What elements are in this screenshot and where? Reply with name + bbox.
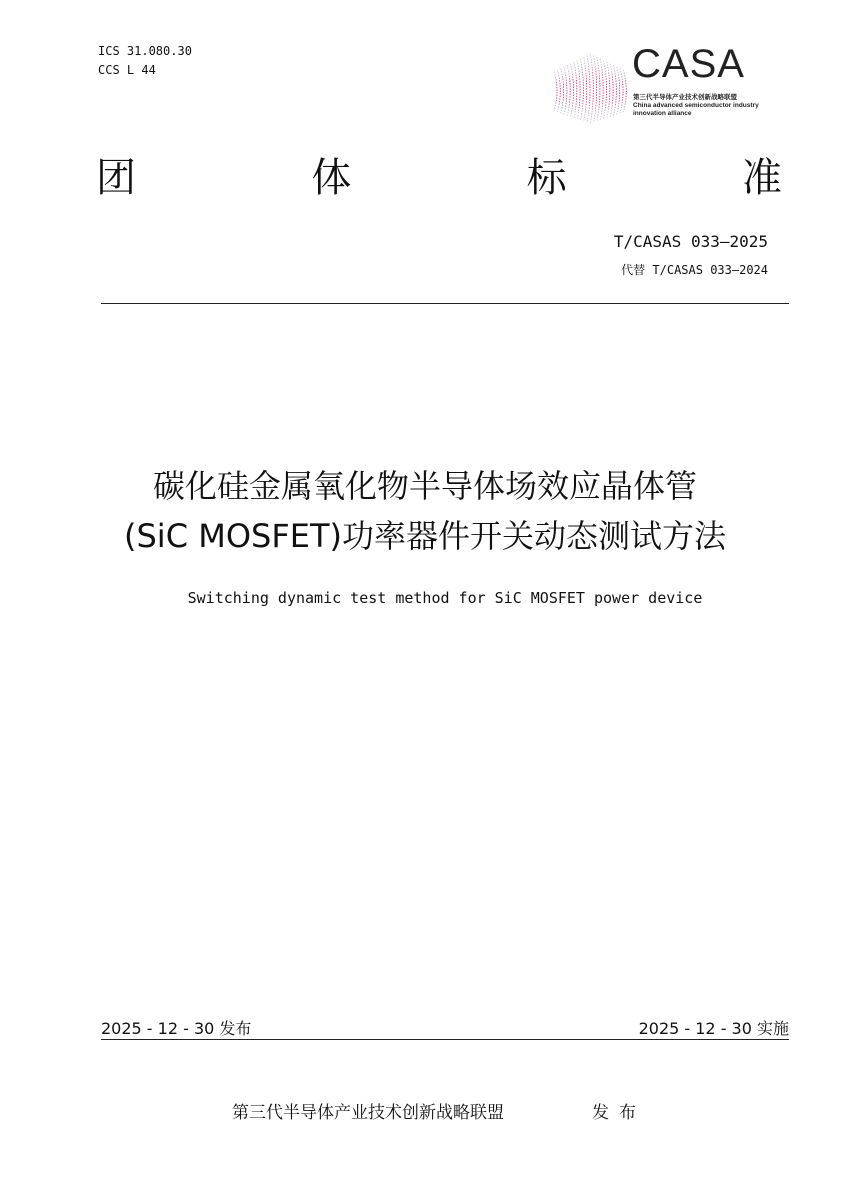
standard-type-char: 准 [741,155,782,201]
standard-number: T/CASAS 033—2025 [613,232,768,251]
casa-logo-mark-icon [548,46,628,128]
ics-code: ICS 31.080.30 [98,44,192,58]
ccs-code: CCS L 44 [98,63,156,77]
standard-type-char: 体 [311,155,352,201]
top-divider [101,303,789,304]
logo-name: CASA [632,42,745,86]
logo-en-line1: China advanced semiconductor industry [633,102,759,109]
replaces-standard: 代替 T/CASAS 033—2024 [621,263,768,277]
standard-type-heading [96,146,782,203]
standard-type-char: 团 [96,155,136,201]
logo-en-line2: innovation alliance [633,110,692,117]
issue-date: 2025 - 12 - 30 发布 [101,1019,252,1038]
publish-label: 发布 [592,1103,646,1123]
standard-type-char: 标 [526,155,567,201]
casa-logo [548,44,793,130]
publisher-name: 第三代半导体产业技术创新战略联盟 [232,1103,504,1123]
chinese-title-line1: 碳化硅金属氧化物半导体场效应晶体管 [152,467,697,505]
bottom-divider [101,1039,789,1040]
chinese-title-line2: (SiC MOSFET)功率器件开关动态测试方法 [124,517,726,555]
classification-codes [98,42,192,80]
implementation-date: 2025 - 12 - 30 实施 [638,1019,789,1038]
logo-cn-name: 第三代半导体产业技术创新战略联盟 [633,94,737,101]
english-title: Switching dynamic test method for SiC MOSFET power device [187,589,703,607]
